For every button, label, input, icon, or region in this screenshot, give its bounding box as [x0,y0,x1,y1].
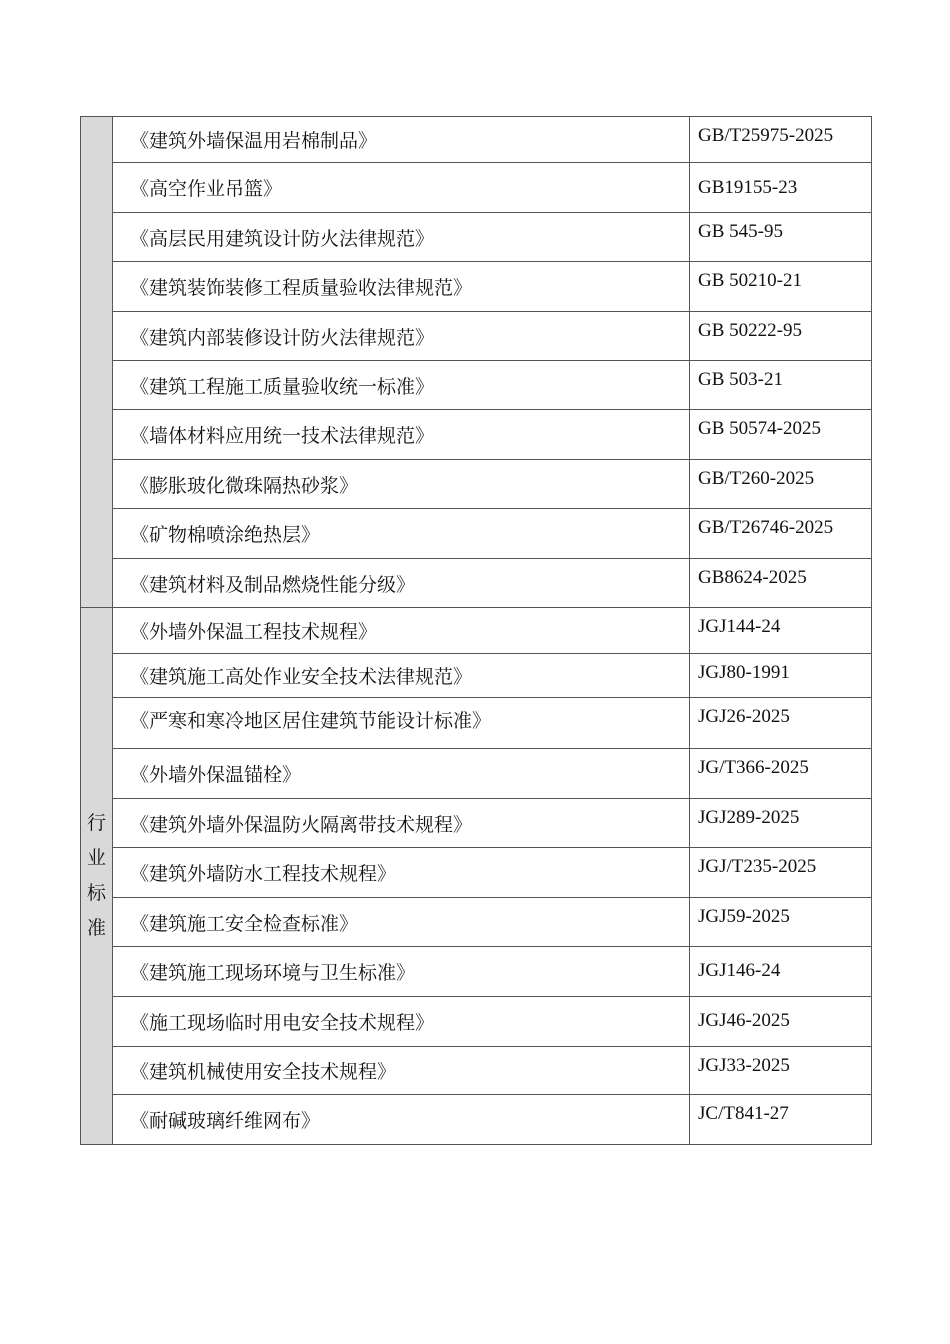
table-row [81,262,872,312]
standard-name: 《建筑工程施工质量验收统一标准》 [113,361,690,410]
standard-name: 《建筑材料及制品燃烧性能分级》 [113,559,690,608]
table-row [81,117,872,163]
standard-name: 《建筑外墙保温用岩棉制品》 [113,117,690,163]
standard-code: JC/T841-27 [690,1095,872,1145]
standard-name: 《耐碱玻璃纤维网布》 [113,1095,690,1145]
table-row [81,410,872,460]
table-row [81,698,872,749]
standard-code: JGJ144-24 [690,608,872,654]
table-row [81,163,872,213]
table-row [81,799,872,848]
table-row [81,997,872,1047]
table-row [81,1047,872,1095]
standard-name: 《建筑内部装修设计防火法律规范》 [113,312,690,361]
standard-name: 《高空作业吊篮》 [113,163,690,213]
table-row [81,848,872,898]
table-row [81,312,872,361]
standard-name: 《外墙外保温锚栓》 [113,749,690,799]
standard-code: JGJ33-2025 [690,1047,872,1095]
standard-code: GB8624-2025 [690,559,872,608]
standard-name: 《施工现场临时用电安全技术规程》 [113,997,690,1047]
table-row [81,898,872,947]
table-row [81,213,872,262]
standard-code: GB/T25975-2025 [690,117,872,163]
category-char: 业 [86,847,106,869]
standard-code: GB 50574-2025 [690,410,872,460]
table-row [81,749,872,799]
standard-code: JGJ26-2025 [690,698,872,749]
standard-code: JGJ46-2025 [690,997,872,1047]
standard-name: 《高层民用建筑设计防火法律规范》 [113,213,690,262]
standard-code: JGJ59-2025 [690,898,872,947]
table-row [81,361,872,410]
standard-name: 《建筑外墙外保温防火隔离带技术规程》 [113,799,690,848]
table-row [81,1095,872,1145]
standard-code: JGJ80-1991 [690,654,872,698]
standard-name: 《矿物棉喷涂绝热层》 [113,509,690,559]
standard-name: 《建筑机械使用安全技术规程》 [113,1047,690,1095]
table-row [81,608,872,654]
table-row [81,509,872,559]
category-char: 标 [86,882,106,904]
standard-name: 《严寒和寒冷地区居住建筑节能设计标准》 [113,698,690,749]
standard-name: 《建筑施工高处作业安全技术法律规范》 [113,654,690,698]
standards-table [80,116,872,1145]
category-char: 准 [86,917,106,939]
table-row [81,654,872,698]
category-cell-industry [81,608,113,1145]
standard-name: 《建筑施工安全检查标准》 [113,898,690,947]
standard-code: GB/T26746-2025 [690,509,872,559]
standard-name: 《外墙外保温工程技术规程》 [113,608,690,654]
category-char: 行 [86,812,106,834]
standard-code: JG/T366-2025 [690,749,872,799]
standard-code: GB19155-23 [690,163,872,213]
table-row [81,947,872,997]
table-row [81,460,872,509]
standard-code: JGJ289-2025 [690,799,872,848]
standard-name: 《膨胀玻化微珠隔热砂浆》 [113,460,690,509]
standard-code: JGJ/T235-2025 [690,848,872,898]
table-row [81,559,872,608]
standard-name: 《建筑施工现场环境与卫生标准》 [113,947,690,997]
standard-code: GB/T260-2025 [690,460,872,509]
category-cell-national [81,117,113,608]
standard-code: JGJ146-24 [690,947,872,997]
standard-name: 《建筑外墙防水工程技术规程》 [113,848,690,898]
standard-code: GB 503-21 [690,361,872,410]
standard-code: GB 545-95 [690,213,872,262]
standard-name: 《墙体材料应用统一技术法律规范》 [113,410,690,460]
standard-code: GB 50222-95 [690,312,872,361]
standard-name: 《建筑装饰装修工程质量验收法律规范》 [113,262,690,312]
standard-code: GB 50210-21 [690,262,872,312]
